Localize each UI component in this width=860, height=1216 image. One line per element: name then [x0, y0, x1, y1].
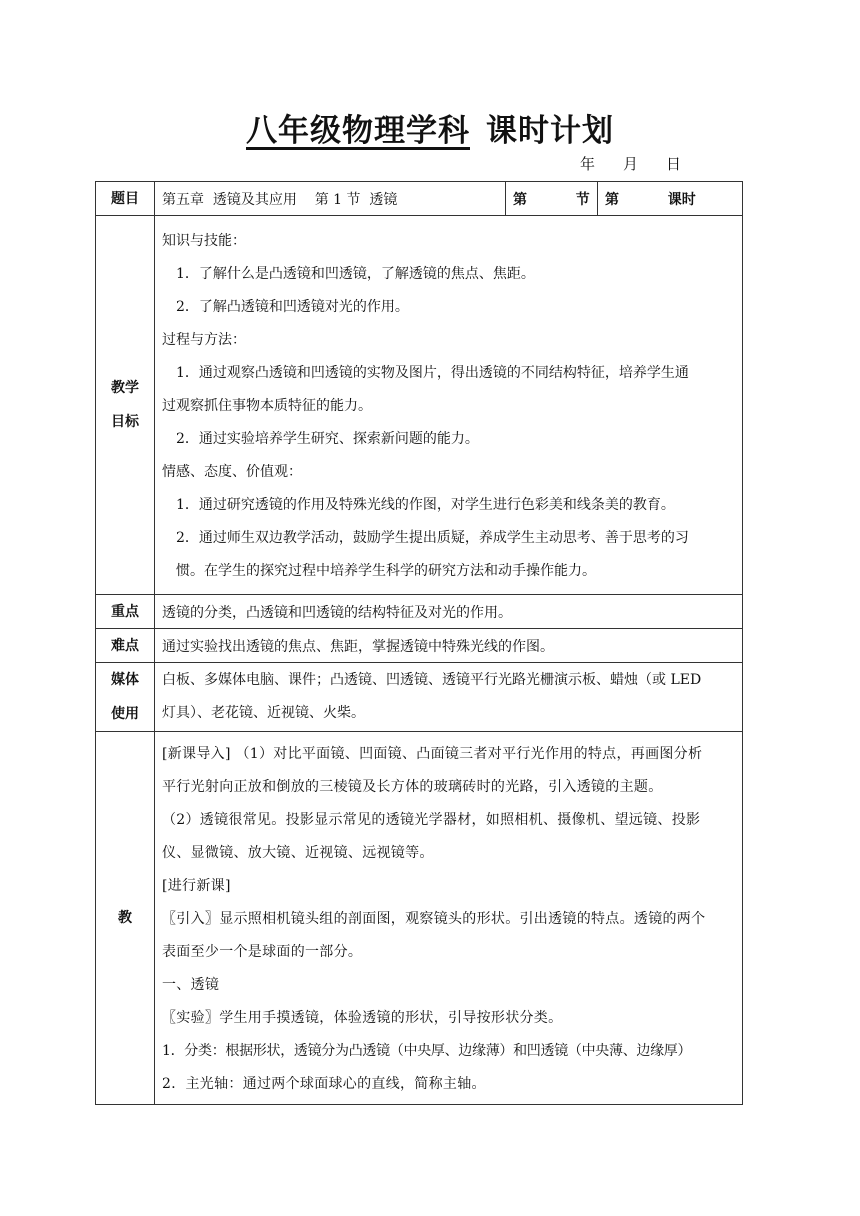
teaching-line: 2．主光轴：通过两个球面球心的直线，简称主轴。 — [162, 1075, 486, 1092]
key-point-value: 透镜的分类，凸透镜和凹透镜的结构特征及对光的作用。 — [155, 595, 743, 629]
goals-line: 2．了解凸透镜和凹透镜对光的作用。 — [176, 298, 409, 315]
media-label-line-2: 使用 — [111, 706, 139, 722]
teaching-line: 平行光射向正放和倒放的三棱镜及长方体的玻璃砖时的光路，引入透镜的主题。 — [162, 778, 663, 795]
goals-line: 2．通过师生双边教学活动，鼓励学生提出质疑，养成学生主动思考、善于思考的习 — [176, 529, 689, 546]
title-subject: 八年级物理学科 — [246, 113, 470, 149]
goals-line: 1．通过研究透镜的作用及特殊光线的作图，对学生进行色彩美和线条美的教育。 — [176, 496, 675, 513]
topic-label: 题目 — [96, 182, 155, 216]
goals-content — [155, 216, 743, 595]
row-media — [96, 663, 743, 732]
teaching-line: [进行新课] — [162, 877, 231, 894]
row-key-point — [96, 595, 743, 629]
row-teaching — [96, 732, 743, 1105]
title-rest: 课时计划 — [486, 113, 614, 149]
goals-line: 过程与方法： — [162, 331, 246, 348]
teaching-line: 表面至少一个是球面的一部分。 — [162, 943, 363, 960]
date-day: 日 — [666, 155, 682, 173]
goals-label — [96, 216, 155, 595]
section-label: 第 节 — [506, 182, 598, 216]
row-difficulty — [96, 629, 743, 663]
teaching-line: 〖引入〗显示照相机镜头组的剖面图，观察镜头的形状。引出透镜的特点。透镜的两个 — [162, 910, 706, 927]
goals-line: 情感、态度、价值观： — [162, 463, 302, 480]
date-month: 月 — [623, 155, 639, 173]
media-label-line-1: 媒体 — [111, 672, 139, 688]
row-goals — [96, 216, 743, 595]
teaching-line: 1．分类：根据形状，透镜分为凸透镜（中央厚、边缘薄）和凹透镜（中央薄、边缘厚） — [162, 1042, 692, 1059]
media-content — [155, 663, 743, 732]
teaching-line: [新课导入] （1）对比平面镜、凹面镜、凸面镜三者对平行光作用的特点，再画图分析 — [162, 745, 703, 762]
media-line: 灯具）、老花镜、近视镜、火柴。 — [162, 705, 365, 721]
teaching-content — [155, 732, 743, 1105]
date-line — [580, 153, 709, 174]
topic-value: 第五章 透镜及其应用 第 1 节 透镜 — [155, 182, 506, 216]
key-point-label: 重点 — [96, 595, 155, 629]
goals-line: 1．通过观察凸透镜和凹透镜的实物及图片，得出透镜的不同结构特征，培养学生通 — [176, 364, 689, 381]
teaching-label: 教 — [96, 732, 155, 1105]
page-title — [0, 105, 860, 150]
goals-line: 惯。在学生的探究过程中培养学生科学的研究方法和动手操作能力。 — [176, 562, 596, 579]
goals-line: 知识与技能： — [162, 232, 246, 249]
date-year: 年 — [580, 155, 596, 173]
goals-line: 2．通过实验培养学生研究、探索新问题的能力。 — [176, 430, 479, 447]
goals-line: 1．了解什么是凸透镜和凹透镜，了解透镜的焦点、焦距。 — [176, 265, 535, 282]
teaching-line: 一、透镜 — [162, 976, 220, 993]
lesson-plan-table — [95, 181, 743, 1105]
teaching-line: （2）透镜很常见。投影显示常见的透镜光学器材，如照相机、摄像机、望远镜、投影 — [162, 811, 701, 828]
goals-label-line-1: 教学 — [111, 380, 139, 396]
period-label: 第 课时 — [598, 182, 743, 216]
goals-label-line-2: 目标 — [111, 414, 139, 430]
teaching-line: 〖实验〗学生用手摸透镜，体验透镜的形状，引导按形状分类。 — [162, 1009, 563, 1026]
media-label — [96, 663, 155, 732]
difficulty-label: 难点 — [96, 629, 155, 663]
media-line: 白板、多媒体电脑、课件；凸透镜、凹透镜、透镜平行光路光栅演示板、蜡烛（或 LED — [162, 672, 702, 688]
teaching-line: 仪、显微镜、放大镜、近视镜、远视镜等。 — [162, 844, 434, 861]
difficulty-value: 通过实验找出透镜的焦点、焦距，掌握透镜中特殊光线的作图。 — [155, 629, 743, 663]
goals-line: 过观察抓住事物本质特征的能力。 — [162, 397, 372, 414]
row-topic — [96, 182, 743, 216]
